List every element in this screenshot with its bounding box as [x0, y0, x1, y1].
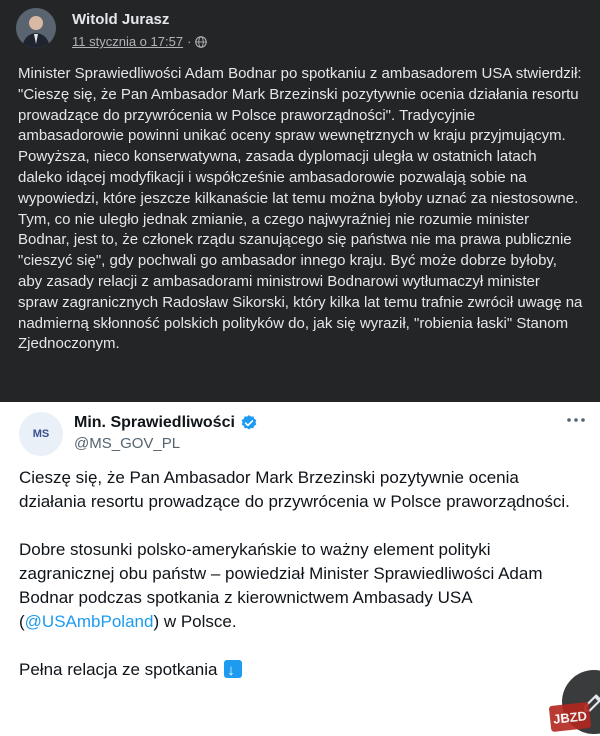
tweet-paragraph [19, 538, 579, 634]
avatar[interactable] [16, 8, 56, 48]
post-body: Minister Sprawiedliwości Adam Bodnar po spotkaniu z ambasadorem USA stwierdził: "Cieszę się, że Pan Ambasador Mark Brzezinski pozytywnie ocenia działania resortu prowadzące do przywrócenia w Polsce praworządności". Tradycyjnie ambasadorowie powinni unikać oceny spraw wewnętrznych w kraju przyjmującym. Powyższa, nieco konserwatywna, zasada dyplomacji uległa w ostatnich latach daleko idącej modyfikacji i współcześnie ambasadorowie pozwalają sobie na wypowiedzi, które jeszcze kilkanaście lat temu można byłoby uznać za niestosowne. Tym, co nie uległo jednak zmianie, a czego najwyraźniej nie rozumie minister Bodnar, jest to, że członek rządu szanującego się państwa nie ma prawa publicznie "cieszyć się", gdy pochwali go ambasador innego kraju. Być może dobrze byłoby, aby zasady relacji z ambasadorami ministrowi Bodnarowi wytłumaczył minister spraw zagranicznych Radosław Sikorski, który kilka lat temu trafnie zwrócił uwagę na nadmierną skłonność polskich polityków do, jak się wyraził, "robienia łaski" Stanom Zjednoczonym. [18, 65, 583, 353]
watermark-logo: JBZD [549, 702, 591, 732]
tweet-author-name[interactable]: Min. Sprawiedliwości [74, 414, 235, 431]
cut-off-link-icon [19, 728, 189, 736]
tweet-text-segment: Pełna relacja ze spotkania [19, 660, 218, 679]
embedded-tweet[interactable] [0, 402, 600, 736]
tweet-mention-link[interactable]: @USAmbPoland [24, 612, 154, 631]
tweet-text [19, 466, 579, 706]
post-author[interactable]: Witold Jurasz [72, 11, 170, 28]
tweet-name-row [74, 414, 258, 432]
tweet-link-partial[interactable] [19, 728, 189, 736]
meta-separator: · [187, 34, 192, 49]
avatar-photo [16, 8, 56, 48]
tweet-paragraph: Cieszę się, że Pan Ambasador Mark Brzezinski pozytywnie ocenia działania resortu prowadzące do przywrócenia w Polsce praworządności. [19, 468, 570, 511]
post-date[interactable]: 11 stycznia o 17:57 [72, 34, 184, 49]
tweet-text-segment: ) w Polsce. [153, 612, 237, 631]
down-arrow-emoji-icon [224, 660, 242, 678]
tweet-avatar-logo: MS [32, 428, 50, 440]
tweet-text-segment: Dobre stosunki polsko-amerykańskie to ważny element polityki zagranicznej obu państw – powiedział Minister Sprawiedliwości Adam Bodnar podczas spotkania z kierownictwem Ambasady USA ( [19, 540, 543, 631]
tweet-paragraph [19, 658, 579, 682]
more-options-icon[interactable] [564, 408, 588, 432]
post-meta [72, 34, 207, 49]
post-header [16, 8, 586, 52]
tweet-handle[interactable]: @MS_GOV_PL [74, 435, 181, 452]
globe-icon[interactable] [195, 36, 207, 48]
verified-badge-icon [240, 414, 258, 432]
tweet-avatar[interactable] [19, 412, 63, 456]
